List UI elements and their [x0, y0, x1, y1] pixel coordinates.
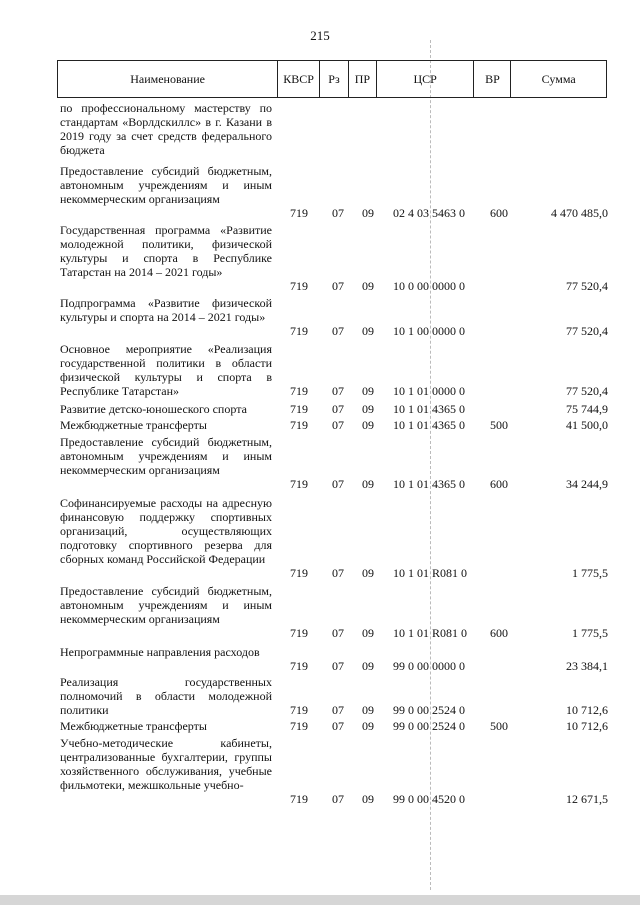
header-name: Наименование [58, 61, 278, 97]
row-pr: 09 [362, 626, 374, 640]
row-rz: 07 [332, 402, 344, 416]
row-pr: 09 [362, 384, 374, 398]
table-row [60, 164, 610, 220]
row-kvsr: 719 [290, 659, 308, 673]
row-sum: 1 775,5 [572, 566, 608, 580]
row-kvsr: 719 [290, 324, 308, 338]
table-header [57, 60, 607, 98]
row-pr: 09 [362, 324, 374, 338]
row-pr: 09 [362, 279, 374, 293]
row-sum: 34 244,9 [566, 477, 608, 491]
row-kvsr: 719 [290, 384, 308, 398]
row-sum: 77 520,4 [566, 279, 608, 293]
row-csr: 10 1 01 4365 0 [393, 402, 465, 416]
table-row [60, 584, 610, 640]
row-name: Подпрограмма «Развитие физической культуры и спорта на 2014 – 2021 годы» [60, 296, 272, 324]
row-csr: 10 0 00 0000 0 [393, 279, 465, 293]
row-kvsr: 719 [290, 418, 308, 432]
row-csr: 10 1 01 R081 0 [393, 626, 468, 640]
row-kvsr: 719 [290, 792, 308, 806]
row-rz: 07 [332, 792, 344, 806]
row-vr: 600 [490, 206, 508, 220]
row-name: Основное мероприятие «Реализация государственной политики в области физической культуры и спорта в Республике Татарстан» [60, 342, 272, 398]
row-csr: 10 1 01 R081 0 [393, 566, 468, 580]
table-row [60, 736, 610, 806]
row-sum: 23 384,1 [566, 659, 608, 673]
row-name: Предоставление субсидий бюджетным, автономным учреждениям и иным некоммерческим организациям [60, 584, 272, 626]
row-vr: 600 [490, 626, 508, 640]
row-pr: 09 [362, 206, 374, 220]
header-sum: Сумма [541, 71, 576, 86]
row-sum: 4 470 485,0 [551, 206, 608, 220]
row-pr: 09 [362, 792, 374, 806]
row-name: Учебно-методические кабинеты, централизованные бухгалтерии, группы хозяйственного обслуживания, учебные фильмотеки, межшкольные учебно- [60, 736, 272, 792]
row-pr: 09 [362, 659, 374, 673]
row-pr: 09 [362, 418, 374, 432]
header-vr: ВР [474, 61, 511, 97]
row-name: Реализация государственных полномочий в области молодежной политики [60, 675, 272, 717]
header-kvsr: КВСР [278, 61, 320, 97]
row-sum: 77 520,4 [566, 324, 608, 338]
row-csr: 99 0 00 4520 0 [393, 792, 465, 806]
row-name: по профессиональному мастерству по стандартам «Ворлдскиллс» в г. Казани в 2019 году за счет средств федерального бюджета [60, 101, 272, 157]
row-rz: 07 [332, 206, 344, 220]
row-sum: 41 500,0 [566, 418, 608, 432]
page-number: 215 [310, 28, 330, 43]
row-pr: 09 [362, 703, 374, 717]
row-csr: 99 0 00 2524 0 [393, 703, 465, 717]
row-sum: 1 775,5 [572, 626, 608, 640]
row-rz: 07 [332, 279, 344, 293]
row-rz: 07 [332, 719, 344, 733]
row-sum: 10 712,6 [566, 703, 608, 717]
header-rz: Рз [320, 61, 349, 97]
row-sum: 75 744,9 [566, 402, 608, 416]
row-name: Развитие детско-юношеского спорта [60, 402, 247, 416]
scan-bottom-edge [0, 895, 640, 905]
table-row [60, 223, 610, 293]
row-pr: 09 [362, 719, 374, 733]
row-pr: 09 [362, 566, 374, 580]
row-kvsr: 719 [290, 626, 308, 640]
row-pr: 09 [362, 477, 374, 491]
row-csr: 10 1 00 0000 0 [393, 324, 465, 338]
table-row [60, 342, 610, 398]
row-rz: 07 [332, 659, 344, 673]
row-kvsr: 719 [290, 279, 308, 293]
header-pr: ПР [349, 61, 377, 97]
row-rz: 07 [332, 566, 344, 580]
table-row [60, 645, 610, 673]
row-csr: 10 1 01 4365 0 [393, 477, 465, 491]
row-rz: 07 [332, 703, 344, 717]
row-sum: 77 520,4 [566, 384, 608, 398]
table-row [60, 402, 610, 416]
row-kvsr: 719 [290, 566, 308, 580]
header-csr: ЦСР [377, 61, 475, 97]
row-name: Межбюджетные трансферты [60, 719, 207, 733]
row-csr: 10 1 01 0000 0 [393, 384, 465, 398]
row-csr: 02 4 03 5463 0 [393, 206, 465, 220]
row-name: Непрограммные направления расходов [60, 645, 260, 659]
row-name: Предоставление субсидий бюджетным, автономным учреждениям и иным некоммерческим организациям [60, 435, 272, 477]
row-kvsr: 719 [290, 206, 308, 220]
table-row [60, 496, 610, 580]
row-name: Межбюджетные трансферты [60, 418, 207, 432]
row-kvsr: 719 [290, 703, 308, 717]
row-rz: 07 [332, 477, 344, 491]
row-csr: 99 0 00 2524 0 [393, 719, 465, 733]
row-csr: 99 0 00 0000 0 [393, 659, 465, 673]
row-vr: 500 [490, 719, 508, 733]
row-vr: 600 [490, 477, 508, 491]
row-kvsr: 719 [290, 719, 308, 733]
table-row [60, 418, 610, 432]
row-rz: 07 [332, 324, 344, 338]
row-name: Государственная программа «Развитие молодежной политики, физической культуры и спорта в Республике Татарстан на 2014 – 2021 годы» [60, 223, 272, 279]
row-rz: 07 [332, 626, 344, 640]
row-sum: 12 671,5 [566, 792, 608, 806]
table-row [60, 435, 610, 491]
row-sum: 10 712,6 [566, 719, 608, 733]
row-pr: 09 [362, 402, 374, 416]
row-kvsr: 719 [290, 402, 308, 416]
table-row [60, 675, 610, 717]
row-vr: 500 [490, 418, 508, 432]
table-row [60, 296, 610, 338]
row-rz: 07 [332, 418, 344, 432]
table-row [60, 101, 610, 157]
row-csr: 10 1 01 4365 0 [393, 418, 465, 432]
table-row [60, 719, 610, 733]
row-name: Предоставление субсидий бюджетным, автономным учреждениям и иным некоммерческим организациям [60, 164, 272, 206]
row-name: Софинансируемые расходы на адресную финансовую поддержку спортивных организаций, осуществляющих подготовку спортивного резерва для сборных команд Российской Федерации [60, 496, 272, 566]
row-rz: 07 [332, 384, 344, 398]
row-kvsr: 719 [290, 477, 308, 491]
